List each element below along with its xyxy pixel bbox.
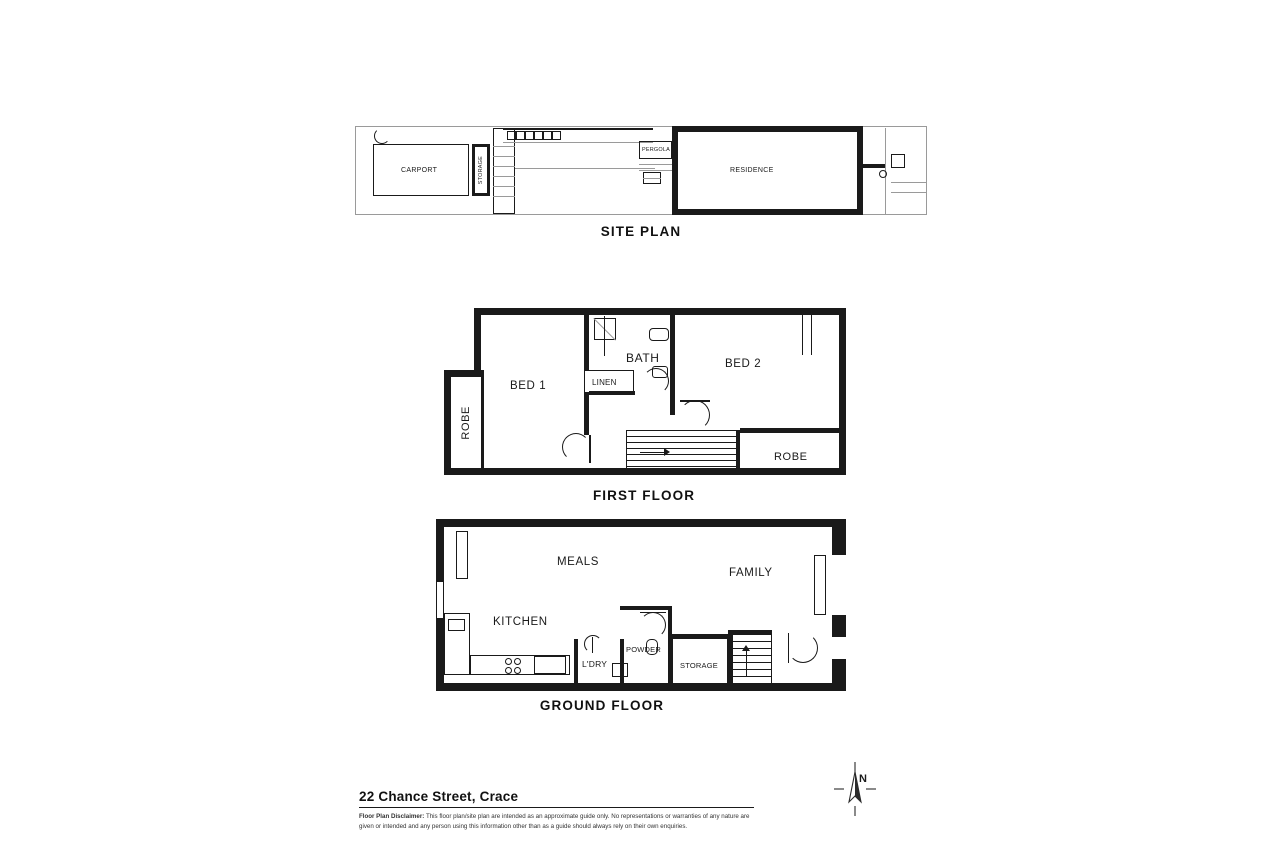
site-path-line-2 [493, 156, 515, 157]
ff-stair-wall-right [736, 430, 740, 475]
gf-stair-step-2 [732, 648, 772, 649]
label-bath: BATH [626, 351, 660, 365]
ff-wall-bed1-right [584, 315, 589, 370]
site-path-line-3 [493, 166, 515, 167]
site-paving-6 [552, 131, 561, 140]
label-storage-ground: STORAGE [680, 661, 718, 670]
storage-wall-bottom [472, 193, 490, 196]
ff-robe-left-inner [481, 370, 484, 468]
site-path-line-6 [493, 196, 515, 197]
first-floor-plan [444, 308, 844, 503]
ff-wall-left-robe [444, 370, 451, 475]
ff-door-arc-bed2 [680, 400, 710, 430]
site-pergola-dash-1 [639, 164, 672, 165]
site-paving-3 [525, 131, 534, 140]
first-floor-title: FIRST FLOOR [592, 488, 696, 503]
label-bed-2: BED 2 [725, 358, 762, 370]
ff-stair-arrow-head [664, 448, 670, 456]
laundry-door-arc [584, 635, 602, 653]
site-front-circle [879, 170, 887, 178]
label-robe-left: ROBE [460, 406, 472, 440]
ff-stair-step-2 [626, 442, 740, 443]
powder-door-arc [640, 612, 666, 638]
label-meals: MEALS [557, 556, 599, 568]
gf-wall-left-lower [436, 619, 444, 691]
label-robe-right: ROBE [774, 451, 808, 463]
powder-toilet [646, 639, 658, 655]
bath-arrow-stem [604, 316, 605, 356]
ff-wall-bed1-right-lower [584, 393, 589, 435]
powder-door-leaf [640, 612, 666, 613]
gf-wall-laundry-left [574, 639, 578, 691]
label-carport: CARPORT [401, 167, 438, 174]
kitchen-sink [448, 619, 465, 631]
kitchen-burner-1 [505, 658, 512, 665]
page-title: 22 Chance Street, Crace [359, 789, 519, 804]
site-paving-1 [507, 131, 516, 140]
label-family: FAMILY [729, 567, 773, 579]
gf-door-arc-entry [788, 633, 818, 663]
ground-floor-plan [436, 519, 846, 713]
site-path-line-4 [493, 176, 515, 177]
ff-stair-step-6 [626, 466, 740, 467]
gf-stair-step-6 [732, 676, 772, 677]
disclaimer-label: Floor Plan Disclaimer: [359, 813, 425, 821]
label-residence: RESIDENCE [730, 167, 774, 174]
residence-wall-bottom [672, 209, 863, 215]
site-courtyard-top-wall [503, 128, 653, 130]
gf-wall-right-mid [832, 615, 846, 637]
gf-wall-right-lower [832, 659, 846, 691]
north-arrow [824, 758, 886, 820]
site-courtyard-mid-line [515, 168, 655, 169]
gf-wall-powder-top [620, 606, 672, 610]
ff-stair-direction-arrow [640, 452, 666, 453]
gf-window-family-frame [814, 555, 826, 615]
ff-door-arc-bed1 [562, 433, 590, 461]
disclaimer-text: This floor plan/site plan are intended as an approximate guide only. No representations or warranties of any nature are given or intended and any person using this information other than as a guide should always rely on their own enquiries. [359, 813, 750, 830]
powder-basin [612, 663, 628, 677]
site-driveway-curve [891, 182, 927, 183]
site-path-line-1 [493, 146, 515, 147]
site-pergola-dash-2 [639, 170, 672, 171]
gf-wall-left-upper [436, 519, 444, 581]
ff-stair-step-5 [626, 460, 740, 461]
gf-door-leaf-entry [788, 633, 789, 663]
label-linen: LINEN [592, 378, 617, 387]
label-laundry: L'DRY [582, 659, 608, 669]
ff-stair-step-1 [626, 436, 740, 437]
site-door-arc-carport [374, 128, 390, 144]
storage-wall-right [487, 144, 490, 196]
gf-stair-arrow-head [742, 645, 750, 651]
label-pergola: PERGOLA [642, 147, 670, 153]
gf-wall-top [436, 519, 846, 527]
site-boundary-right [926, 126, 927, 215]
site-step-line [643, 178, 661, 179]
address-block [359, 789, 754, 832]
ff-door-arc-bath [643, 368, 669, 394]
ff-wall-bath-bottom [589, 391, 635, 395]
site-courtyard-inner-line [503, 142, 653, 143]
disclaimer [359, 812, 754, 831]
site-driveway-curve-2 [891, 192, 927, 193]
label-kitchen: KITCHEN [493, 616, 548, 628]
ff-stair-step-4 [626, 454, 740, 455]
gf-stair-step-1 [732, 641, 772, 642]
site-paving-5 [543, 131, 552, 140]
gf-wall-bottom [436, 683, 846, 691]
site-boundary-left [355, 126, 356, 215]
kitchen-burner-3 [505, 667, 512, 674]
gf-stair-arrow-stem [746, 651, 747, 677]
storage-wall-left [472, 144, 475, 196]
label-bed-1: BED 1 [510, 380, 547, 392]
label-powder: POWDER [626, 645, 661, 654]
ff-wall-right [839, 308, 846, 475]
gf-stair-step-5 [732, 669, 772, 670]
label-storage: STORAGE [478, 156, 484, 185]
ff-wall-left-robe-top [444, 370, 481, 377]
site-plan [355, 126, 927, 239]
residence-wall-inner [857, 164, 885, 168]
gf-wall-right-upper [832, 519, 846, 555]
gf-stair-step-3 [732, 655, 772, 656]
residence-wall-right [857, 126, 863, 215]
kitchen-burner-2 [514, 658, 521, 665]
storage-wall-top [472, 144, 490, 147]
ff-wall-left-upper [474, 308, 481, 370]
residence-wall-left [672, 126, 678, 215]
ff-door-leaf-bed2 [680, 400, 710, 402]
ff-stair-step-3 [626, 448, 740, 449]
ff-wall-top [474, 308, 846, 315]
site-paving-4 [534, 131, 543, 140]
site-plan-title: SITE PLAN [600, 224, 682, 239]
site-entry-mark [891, 154, 905, 168]
site-paving-2 [516, 131, 525, 140]
ff-wall-bottom-right [740, 468, 846, 475]
site-path-strip [493, 128, 515, 214]
address-divider [359, 807, 754, 808]
ground-floor-title: GROUND FLOOR [539, 698, 665, 713]
kitchen-cooktop [534, 656, 566, 674]
ff-robe-right-top [740, 428, 839, 433]
ff-door-leaf-bed1 [589, 435, 591, 463]
ff-wall-bath-right [670, 315, 675, 415]
gf-stair-step-4 [732, 662, 772, 663]
ff-window-bed2 [802, 315, 812, 355]
gf-window-kitchen-frame [456, 531, 468, 579]
bath-tub [649, 328, 669, 341]
compass-letter-n: N [859, 773, 867, 785]
site-path-line-5 [493, 186, 515, 187]
kitchen-burner-4 [514, 667, 521, 674]
residence-wall-top [672, 126, 863, 132]
gf-window-left-frame [436, 581, 444, 619]
